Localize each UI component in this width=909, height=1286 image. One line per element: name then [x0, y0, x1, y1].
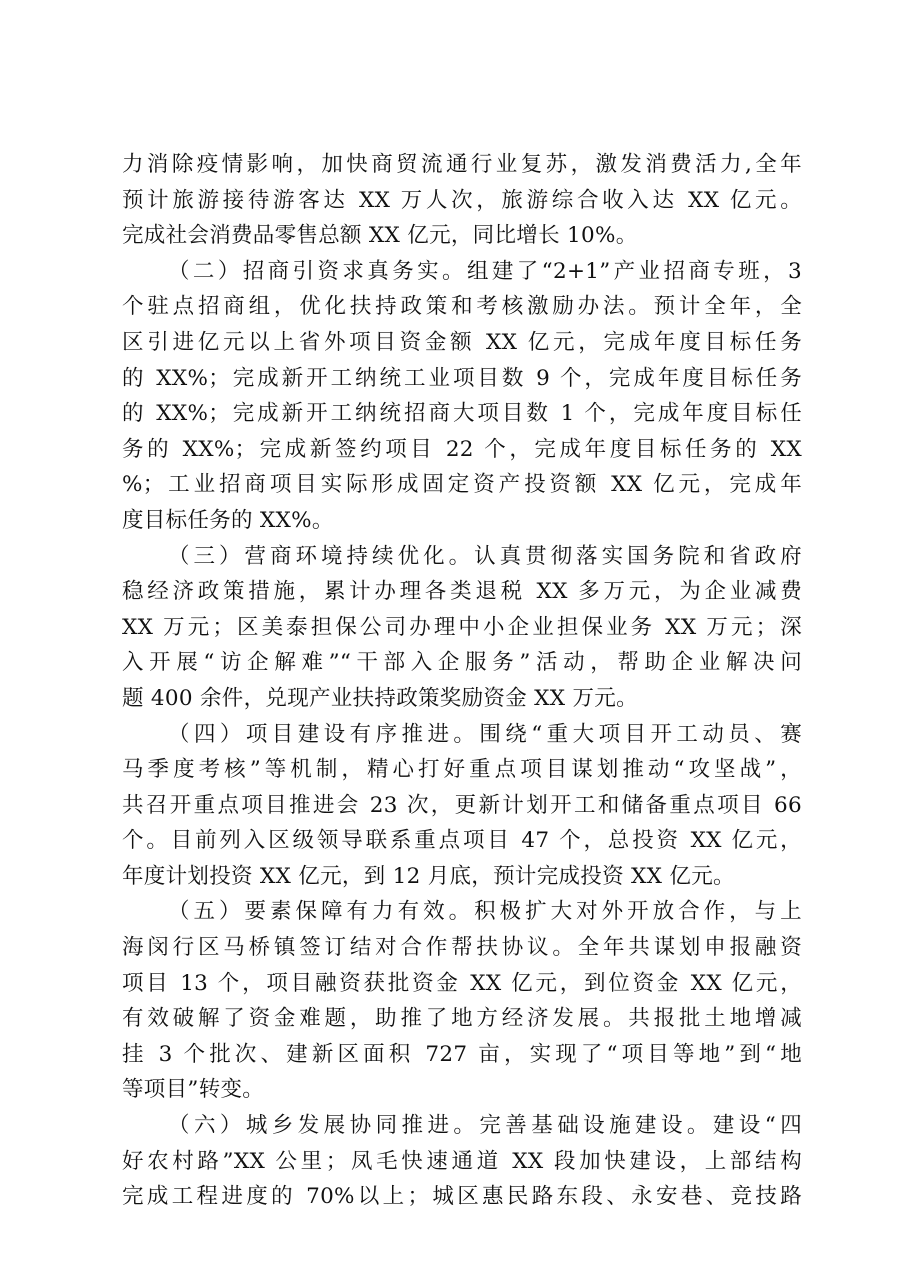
text-line: 题 400 余件，兑现产业扶持政策奖励资金 XX 万元。 — [122, 685, 638, 711]
section-heading-line: （五）要素保障有力有效。积极扩大对外开放合作，与上 — [168, 899, 802, 925]
text-line: 等项目”转变。 — [122, 1077, 265, 1103]
text-line: XX 万元；区美泰担保公司办理中小企业担保业务 XX 万元；深 — [122, 614, 802, 640]
body-text — [122, 147, 802, 1215]
text-line: 完成工程进度的 70%以上；城区惠民路东段、永安巷、竞技路 — [122, 1184, 802, 1210]
text-line: 海闵行区马桥镇签订结对合作帮扶协议。全年共谋划申报融资 — [122, 935, 802, 961]
text-line: 务的 XX%；完成新签约项目 22 个，完成年度目标任务的 XX — [122, 436, 802, 462]
text-line: %；工业招商项目实际形成固定资产投资额 XX 亿元，完成年 — [122, 472, 802, 498]
text-line: 项目 13 个，项目融资获批资金 XX 亿元，到位资金 XX 亿元， — [122, 970, 802, 996]
text-line: 好农村路”XX 公里；凤毛快速通道 XX 段加快建设，上部结构 — [122, 1148, 802, 1174]
text-line: 挂 3 个批次、建新区面积 727 亩，实现了“项目等地”到“地 — [122, 1041, 802, 1067]
text-line: 的 XX%；完成新开工纳统招商大项目数 1 个，完成年度目标任 — [122, 401, 802, 427]
text-line: 马季度考核”等机制，精心打好重点项目谋划推动“攻坚战”， — [122, 757, 802, 783]
section-heading-line: （六）城乡发展协同推进。完善基础设施建设。建设“四 — [168, 1113, 802, 1139]
text-line: 预计旅游接待游客达 XX 万人次，旅游综合收入达 XX 亿元。 — [122, 187, 802, 213]
section-heading-line: （四）项目建设有序推进。围绕“重大项目开工动员、赛 — [168, 721, 802, 747]
text-line: 区引进亿元以上省外项目资金额 XX 亿元，完成年度目标任务 — [122, 329, 802, 355]
text-line: 的 XX%；完成新开工纳统工业项目数 9 个，完成年度目标任务 — [122, 365, 802, 391]
text-line: 有效破解了资金难题，助推了地方经济发展。共报批土地增减 — [122, 1006, 802, 1032]
text-line: 共召开重点项目推进会 23 次，更新计划开工和储备重点项目 66 — [122, 792, 802, 818]
text-line: 力消除疫情影响，加快商贸流通行业复苏，激发消费活力,全年 — [122, 152, 802, 177]
text-line: 度目标任务的 XX%。 — [122, 507, 334, 533]
section-heading-line: （二）招商引资求真务实。组建了“2+1”产业招商专班，3 — [168, 258, 802, 284]
text-line: 年度计划投资 XX 亿元，到 12 月底，预计完成投资 XX 亿元。 — [122, 863, 735, 889]
section-heading-line: （三）营商环境持续优化。认真贯彻落实国务院和省政府 — [168, 543, 802, 569]
text-line: 个。目前列入区级领导联系重点项目 47 个，总投资 XX 亿元， — [122, 828, 802, 854]
text-line: 个驻点招商组，优化扶持政策和考核激励办法。预计全年，全 — [122, 294, 802, 320]
text-line: 稳经济政策措施，累计办理各类退税 XX 多万元，为企业减费 — [122, 579, 802, 605]
text-line: 入开展“访企解难”“干部入企服务”活动，帮助企业解决问 — [122, 650, 802, 676]
text-line: 完成社会消费品零售总额 XX 亿元，同比增长 10%。 — [122, 223, 638, 249]
